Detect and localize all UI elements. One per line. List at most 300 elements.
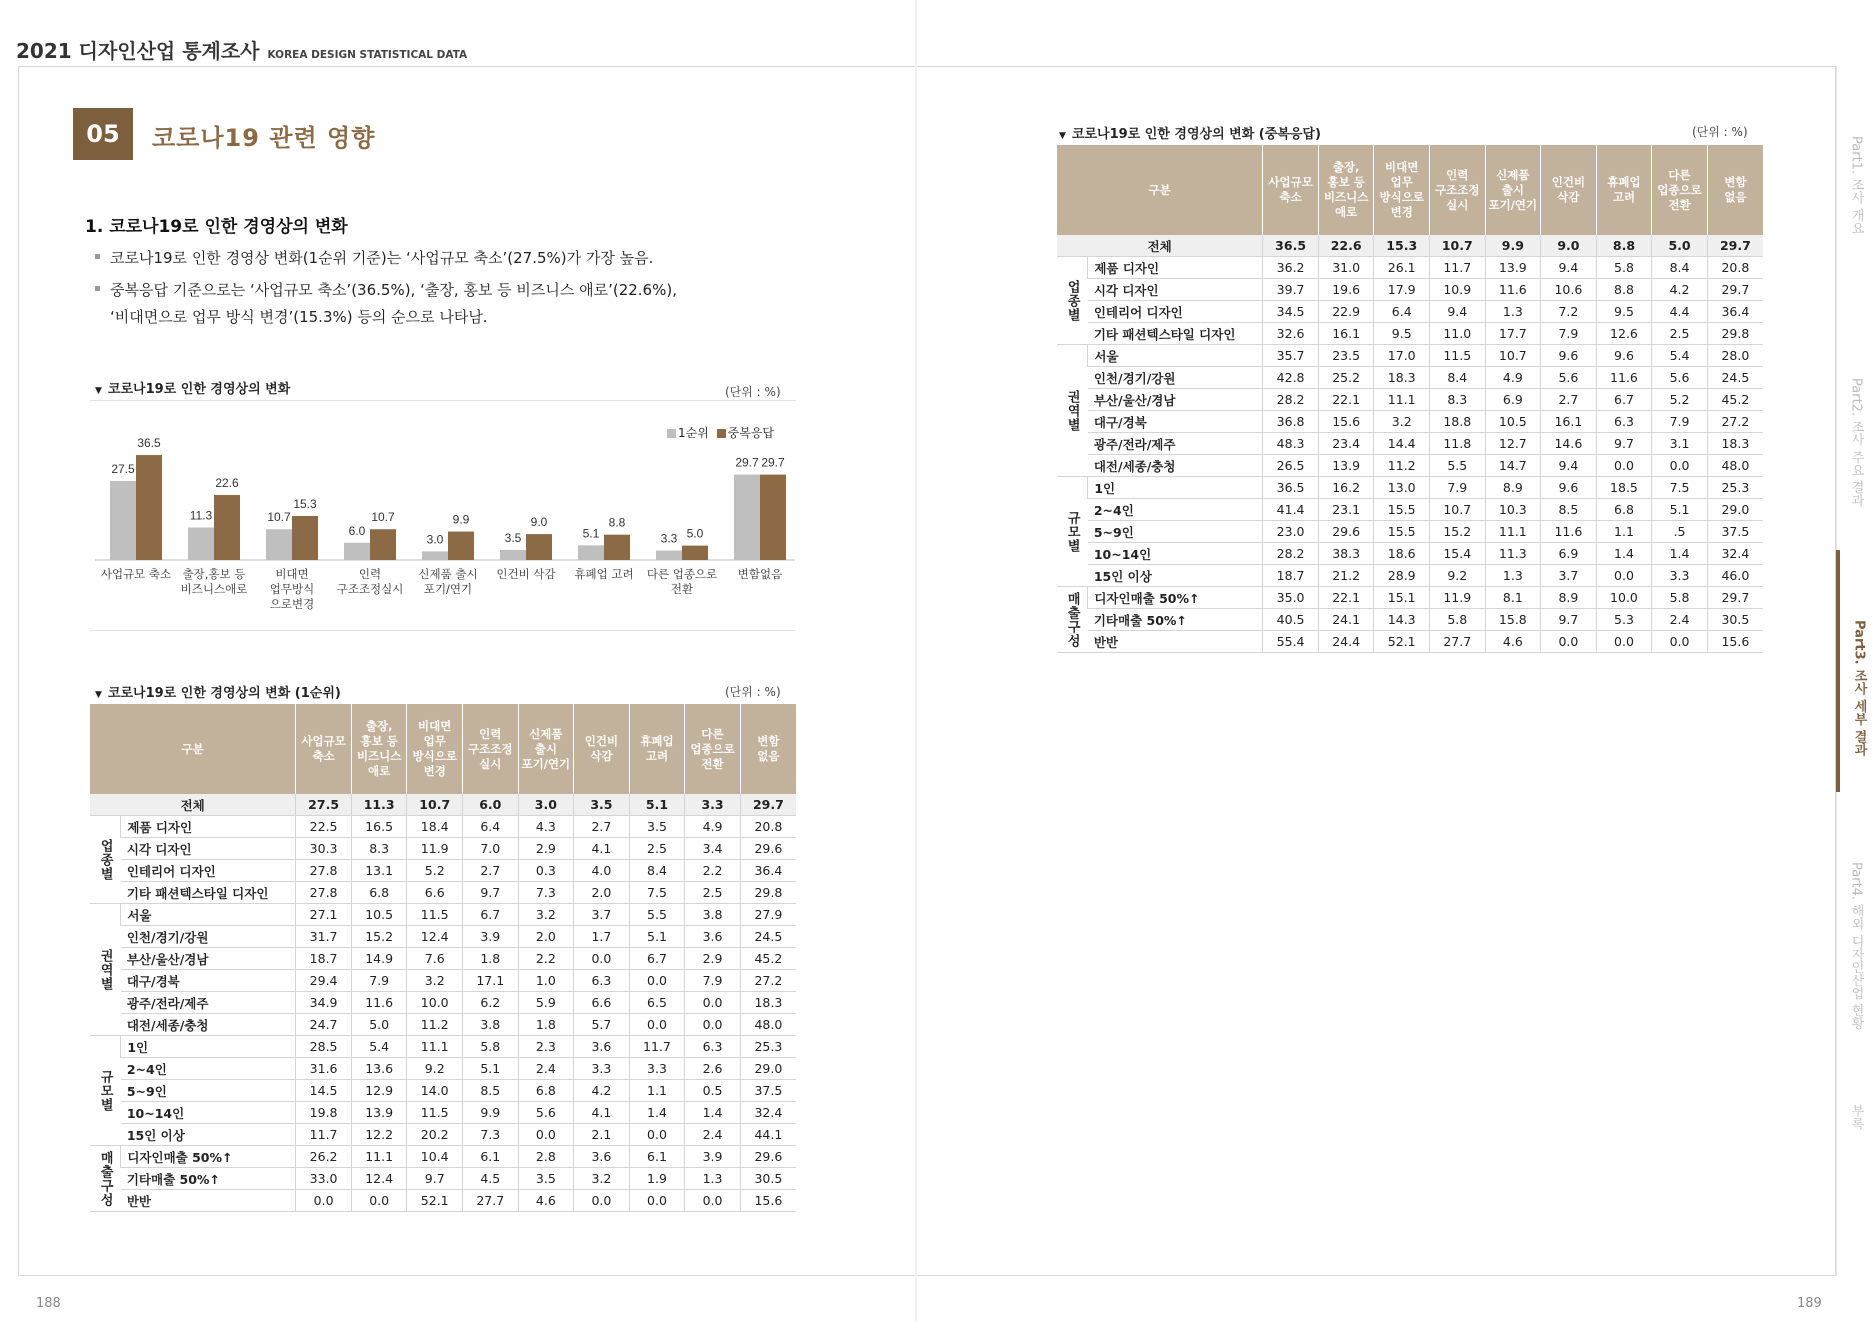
table-cell: 9.7 <box>1596 433 1652 455</box>
row-label: 제품 디자인 <box>1088 257 1263 279</box>
chart-caption <box>95 378 290 397</box>
table-cell: 13.9 <box>1485 257 1541 279</box>
document-title <box>16 35 467 64</box>
table-cell: 5.1 <box>463 1058 519 1080</box>
bar-value-label: 22.6 <box>215 476 239 491</box>
table-cell: 6.4 <box>1374 301 1430 323</box>
table-cell: 31.0 <box>1318 257 1374 279</box>
bar-secondary <box>136 455 162 560</box>
table-cell: 5.3 <box>1596 609 1652 631</box>
table-cell: 11.6 <box>1485 279 1541 301</box>
category-label: 신제품 출시 <box>418 567 478 581</box>
row-label: 광주/전라/제주 <box>121 992 296 1014</box>
table-cell: 1.4 <box>685 1102 741 1124</box>
table-cell: 9.4 <box>1541 455 1597 477</box>
table-header-cell: 사업규모 축소 <box>296 704 352 794</box>
table-cell: 0.0 <box>296 1190 352 1212</box>
bar-primary <box>656 551 682 560</box>
table-cell: 11.2 <box>1374 455 1430 477</box>
table-cell: 5.8 <box>1596 257 1652 279</box>
table-cell: 3.8 <box>463 1014 519 1036</box>
table-cell: 26.5 <box>1263 455 1319 477</box>
table-row <box>1057 301 1763 323</box>
table-cell: 8.8 <box>1596 235 1652 257</box>
row-label: 기타 패션텍스타일 디자인 <box>121 882 296 904</box>
table-cell: 6.5 <box>629 992 685 1014</box>
table-cell: 4.2 <box>574 1080 630 1102</box>
bar-chart <box>95 415 795 615</box>
group-label: 규모별 <box>1057 477 1088 587</box>
table-cell: 15.5 <box>1374 499 1430 521</box>
table-cell: 1.3 <box>1485 301 1541 323</box>
table-cell: 3.3 <box>1652 565 1708 587</box>
table-cell: 8.4 <box>1430 367 1486 389</box>
triangle-down-icon: ▼ <box>1059 131 1066 141</box>
table-cell: 0.0 <box>1596 455 1652 477</box>
table-cell: 11.1 <box>407 1036 463 1058</box>
table-cell: 24.7 <box>296 1014 352 1036</box>
table-row <box>1057 257 1763 279</box>
table-cell: 55.4 <box>1263 631 1319 653</box>
bar-primary <box>110 481 136 560</box>
table-cell: 11.6 <box>351 992 407 1014</box>
table-row <box>1057 455 1763 477</box>
category-label: 업무방식 <box>269 582 315 596</box>
table-cell: 18.6 <box>1374 543 1430 565</box>
table-cell: 40.5 <box>1263 609 1319 631</box>
table-cell: 0.0 <box>685 992 741 1014</box>
table-cell: 9.5 <box>1596 301 1652 323</box>
bar-value-label: 15.3 <box>293 497 317 512</box>
table-cell: 18.3 <box>1707 433 1763 455</box>
subsection-title: 1. 코로나19로 인한 경영상의 변화 <box>85 217 348 237</box>
group-label: 업종별 <box>1057 257 1088 345</box>
table-cell: 2.4 <box>1652 609 1708 631</box>
table-cell: 4.5 <box>463 1168 519 1190</box>
side-tab-bar <box>1834 66 1874 1276</box>
table-cell: 20.2 <box>407 1124 463 1146</box>
table-cell: 28.0 <box>1707 345 1763 367</box>
table-cell: 25.3 <box>1707 477 1763 499</box>
table-cell: 12.7 <box>1485 433 1541 455</box>
table-cell: 42.8 <box>1263 367 1319 389</box>
side-tab-label: Part3. 조사 세부 결과 <box>1851 620 1867 757</box>
table-cell: 36.4 <box>1707 301 1763 323</box>
table-row <box>90 816 796 838</box>
row-label: 전체 <box>1057 235 1263 257</box>
table-cell: 11.8 <box>1430 433 1486 455</box>
table-row <box>90 882 796 904</box>
bar-value-label: 29.7 <box>735 455 759 470</box>
table-cell: 37.5 <box>1707 521 1763 543</box>
table-cell: 15.2 <box>1430 521 1486 543</box>
table-cell: 7.9 <box>1652 411 1708 433</box>
table-cell: 5.2 <box>1652 389 1708 411</box>
section-number-badge: 05 <box>73 108 133 160</box>
table-row <box>1057 389 1763 411</box>
bullet-item-2 <box>95 277 677 304</box>
table-row <box>1057 477 1763 499</box>
row-label: 제품 디자인 <box>121 816 296 838</box>
table-cell: 18.3 <box>740 992 796 1014</box>
table-cell: 9.4 <box>1541 257 1597 279</box>
table-cell: 0.0 <box>518 1124 574 1146</box>
row-label: 서울 <box>1088 345 1263 367</box>
table-cell: 7.9 <box>1430 477 1486 499</box>
table-cell: 2.4 <box>685 1124 741 1146</box>
bar-value-label: 3.3 <box>660 531 678 546</box>
table-cell: 9.7 <box>1541 609 1597 631</box>
table-cell: 18.4 <box>407 816 463 838</box>
row-label: 2~4인 <box>121 1058 296 1080</box>
table-cell: 10.5 <box>1485 411 1541 433</box>
table-cell: 2.1 <box>574 1124 630 1146</box>
table-header-cell: 다른 업종으로 전환 <box>685 704 741 794</box>
bullet-text: 중복응답 기준으로는 ‘사업규모 축소’(36.5%), ‘출장, 홍보 등 비즈니스 애로’(22.6%), <box>110 281 677 299</box>
table-cell: 12.2 <box>351 1124 407 1146</box>
table-cell: 0.0 <box>685 1190 741 1212</box>
category-label: 출장,홍보 등 <box>182 567 246 581</box>
table1-caption-text: 코로나19로 인한 경영상의 변화 (1순위) <box>107 686 341 701</box>
table-cell: 28.9 <box>1374 565 1430 587</box>
table-cell: 11.6 <box>1541 521 1597 543</box>
table-cell: 1.8 <box>463 948 519 970</box>
table-cell: 5.6 <box>1541 367 1597 389</box>
table-cell: 1.8 <box>518 1014 574 1036</box>
table-cell: 15.5 <box>1374 521 1430 543</box>
row-label: 5~9인 <box>121 1080 296 1102</box>
table-cell: 1.1 <box>1596 521 1652 543</box>
table-cell: 10.0 <box>407 992 463 1014</box>
table-cell: 2.6 <box>685 1058 741 1080</box>
table-cell: 5.5 <box>629 904 685 926</box>
table-cell: 3.3 <box>629 1058 685 1080</box>
table1-unit-label: (단위 : %) <box>725 685 781 699</box>
table-cell: 2.8 <box>518 1146 574 1168</box>
table-cell: 10.0 <box>1596 587 1652 609</box>
table-cell: 0.0 <box>629 1014 685 1036</box>
table-cell: 29.0 <box>740 1058 796 1080</box>
table-row <box>90 948 796 970</box>
bar-value-label: 3.0 <box>426 532 444 547</box>
table-row <box>90 970 796 992</box>
table-cell: 1.4 <box>1652 543 1708 565</box>
table2-caption-text: 코로나19로 인한 경영상의 변화 (중복응답) <box>1071 127 1321 142</box>
table-row <box>90 992 796 1014</box>
bar-value-label: 29.7 <box>761 455 785 470</box>
table-cell: 2.7 <box>574 816 630 838</box>
table-cell: 0.0 <box>1596 565 1652 587</box>
row-label: 디자인매출 50%↑ <box>1088 587 1263 609</box>
side-tab-label: Part4. 해외 디자인산업 현황 <box>1848 862 1864 1030</box>
table-cell: 36.4 <box>740 860 796 882</box>
bar-value-label: 9.0 <box>530 515 548 530</box>
table-cell: 1.3 <box>1485 565 1541 587</box>
bullet-square-icon <box>95 254 100 259</box>
bar-value-label: 11.3 <box>189 508 213 523</box>
table-cell: 4.0 <box>574 860 630 882</box>
group-label: 권역별 <box>1057 345 1088 477</box>
chart-caption-text: 코로나19로 인한 경영상의 변화 <box>107 382 291 397</box>
table-cell: 0.0 <box>1541 631 1597 653</box>
table-cell: 29.8 <box>1707 323 1763 345</box>
bar-primary <box>578 545 604 560</box>
table-cell: 6.7 <box>463 904 519 926</box>
table-cell: 22.9 <box>1318 301 1374 323</box>
side-tab-5[interactable] <box>1836 1034 1874 1276</box>
row-label: 2~4인 <box>1088 499 1263 521</box>
table-cell: .5 <box>1652 521 1708 543</box>
table-cell: 9.7 <box>407 1168 463 1190</box>
table-cell: 3.1 <box>1652 433 1708 455</box>
table-total-row <box>1057 235 1763 257</box>
table-cell: 6.3 <box>1596 411 1652 433</box>
table-cell: 14.7 <box>1485 455 1541 477</box>
table-row <box>90 904 796 926</box>
table-cell: 45.2 <box>1707 389 1763 411</box>
table-cell: 29.6 <box>740 838 796 860</box>
table-cell: 24.5 <box>740 926 796 948</box>
table-cell: 6.4 <box>463 816 519 838</box>
table-cell: 3.8 <box>685 904 741 926</box>
table-cell: 0.0 <box>1652 455 1708 477</box>
row-label: 10~14인 <box>1088 543 1263 565</box>
row-label: 인테리어 디자인 <box>121 860 296 882</box>
bar-secondary <box>214 495 240 560</box>
row-label: 5~9인 <box>1088 521 1263 543</box>
table-cell: 5.8 <box>463 1036 519 1058</box>
table-cell: 11.7 <box>296 1124 352 1146</box>
table-cell: 14.0 <box>407 1080 463 1102</box>
side-tab-3[interactable] <box>1836 550 1874 792</box>
bar-primary <box>188 528 214 560</box>
table-cell: 7.9 <box>685 970 741 992</box>
table-cell: 6.6 <box>574 992 630 1014</box>
table-cell: 17.0 <box>1374 345 1430 367</box>
table-cell: 6.2 <box>463 992 519 1014</box>
table-cell: 3.6 <box>685 926 741 948</box>
table-cell: 7.3 <box>463 1124 519 1146</box>
table-cell: 28.5 <box>296 1036 352 1058</box>
bullet-square-icon <box>95 286 100 291</box>
side-tab-1[interactable] <box>1836 66 1874 308</box>
table-cell: 18.5 <box>1596 477 1652 499</box>
bar-value-label: 5.1 <box>582 526 600 541</box>
table-cell: 8.3 <box>1430 389 1486 411</box>
table-cell: 1.3 <box>685 1168 741 1190</box>
row-label: 기타 패션텍스타일 디자인 <box>1088 323 1263 345</box>
document-title-text: 2021 디자인산업 통계조사 <box>16 39 260 63</box>
table-total-row <box>90 794 796 816</box>
page-number-left: 188 <box>36 1296 61 1311</box>
table-cell: 8.4 <box>629 860 685 882</box>
table-cell: 2.7 <box>463 860 519 882</box>
table-cell: 9.6 <box>1541 477 1597 499</box>
side-tab-4[interactable] <box>1836 792 1874 1034</box>
table-cell: 16.1 <box>1541 411 1597 433</box>
table-cell: 3.0 <box>518 794 574 816</box>
table-cell: 4.6 <box>1485 631 1541 653</box>
table-cell: 4.1 <box>574 1102 630 1124</box>
table-cell: 30.3 <box>296 838 352 860</box>
table-cell: 2.2 <box>518 948 574 970</box>
table-cell: 48.0 <box>740 1014 796 1036</box>
table-cell: 52.1 <box>407 1190 463 1212</box>
category-label: 변함없음 <box>737 567 783 581</box>
side-tab-label: 부록 <box>1848 1104 1864 1130</box>
category-label: 포기/연기 <box>423 582 473 596</box>
table-cell: 31.6 <box>296 1058 352 1080</box>
table-cell: 23.0 <box>1263 521 1319 543</box>
table-cell: 3.7 <box>1541 565 1597 587</box>
table-cell: 27.1 <box>296 904 352 926</box>
table-cell: 11.9 <box>1430 587 1486 609</box>
table-cell: 13.9 <box>351 1102 407 1124</box>
table-cell: 36.5 <box>1263 235 1319 257</box>
table-cell: 3.7 <box>574 904 630 926</box>
table-cell: 9.4 <box>1430 301 1486 323</box>
row-label: 인천/경기/강원 <box>1088 367 1263 389</box>
table-cell: 6.1 <box>629 1146 685 1168</box>
table-cell: 8.4 <box>1652 257 1708 279</box>
table-row <box>90 1190 796 1212</box>
chart-unit-label: (단위 : %) <box>725 385 781 399</box>
table-cell: 11.1 <box>351 1146 407 1168</box>
divider <box>90 400 796 401</box>
table-cell: 4.9 <box>685 816 741 838</box>
table2-unit-label: (단위 : %) <box>1692 125 1748 139</box>
table-cell: 4.1 <box>574 838 630 860</box>
table-cell: 10.6 <box>1541 279 1597 301</box>
group-label: 매출구성 <box>1057 587 1088 653</box>
table-cell: 3.5 <box>629 816 685 838</box>
table-cell: 10.4 <box>407 1146 463 1168</box>
table-row <box>90 1124 796 1146</box>
bar-value-label: 27.5 <box>111 461 135 476</box>
table-cell: 11.6 <box>1596 367 1652 389</box>
table-cell: 12.4 <box>407 926 463 948</box>
table-cell: 25.3 <box>740 1036 796 1058</box>
table-cell: 11.1 <box>1485 521 1541 543</box>
table-cell: 7.9 <box>1541 323 1597 345</box>
table-row <box>1057 499 1763 521</box>
row-label: 시각 디자인 <box>121 838 296 860</box>
row-label: 대구/경북 <box>1088 411 1263 433</box>
table-cell: 15.6 <box>1318 411 1374 433</box>
table-header-cell: 출장, 홍보 등 비즈니스 애로 <box>1318 145 1374 235</box>
data-table-multiple-response <box>1057 145 1763 653</box>
row-label: 서울 <box>121 904 296 926</box>
bar-secondary <box>604 535 630 560</box>
row-label: 15인 이상 <box>1088 565 1263 587</box>
table-cell: 14.4 <box>1374 433 1430 455</box>
category-label: 전환 <box>670 582 694 596</box>
table-cell: 3.2 <box>518 904 574 926</box>
page-number-right: 189 <box>1797 1296 1822 1311</box>
table-cell: 10.7 <box>407 794 463 816</box>
table-cell: 6.8 <box>518 1080 574 1102</box>
table-cell: 29.4 <box>296 970 352 992</box>
side-tab-label: Part1. 조사 개요 <box>1848 136 1864 235</box>
table-cell: 27.9 <box>740 904 796 926</box>
bar-primary <box>422 551 448 560</box>
table-cell: 45.2 <box>740 948 796 970</box>
table-cell: 0.0 <box>629 1190 685 1212</box>
row-label: 디자인매출 50%↑ <box>121 1146 296 1168</box>
table-cell: 8.3 <box>351 838 407 860</box>
bullet-item-1 <box>95 245 653 272</box>
table-cell: 22.5 <box>296 816 352 838</box>
table-cell: 17.7 <box>1485 323 1541 345</box>
table-cell: 14.9 <box>351 948 407 970</box>
table-cell: 27.8 <box>296 882 352 904</box>
data-table-first-rank <box>90 704 796 1212</box>
bar-primary <box>344 543 370 560</box>
table-cell: 5.0 <box>351 1014 407 1036</box>
table-cell: 9.6 <box>1541 345 1597 367</box>
table-cell: 8.9 <box>1485 477 1541 499</box>
table-cell: 28.2 <box>1263 543 1319 565</box>
table-cell: 0.0 <box>629 1124 685 1146</box>
table-header-cell: 다른 업종으로 전환 <box>1652 145 1708 235</box>
bar-value-label: 9.9 <box>452 512 470 527</box>
table-cell: 27.7 <box>1430 631 1486 653</box>
table-cell: 4.4 <box>1652 301 1708 323</box>
table-cell: 37.5 <box>740 1080 796 1102</box>
table-cell: 13.1 <box>351 860 407 882</box>
table-header-cell: 변함 없음 <box>1707 145 1763 235</box>
table-row <box>90 860 796 882</box>
table-cell: 36.5 <box>1263 477 1319 499</box>
table-cell: 2.5 <box>685 882 741 904</box>
table-cell: 3.5 <box>574 794 630 816</box>
table-cell: 6.1 <box>463 1146 519 1168</box>
table-row <box>90 1014 796 1036</box>
table-cell: 6.3 <box>574 970 630 992</box>
table-cell: 5.7 <box>574 1014 630 1036</box>
table-cell: 0.0 <box>685 1014 741 1036</box>
table-cell: 5.4 <box>351 1036 407 1058</box>
table-cell: 44.1 <box>740 1124 796 1146</box>
table-cell: 15.2 <box>351 926 407 948</box>
category-label: 인건비 삭감 <box>496 567 556 581</box>
table-cell: 2.9 <box>685 948 741 970</box>
table-cell: 8.9 <box>1541 587 1597 609</box>
row-label: 광주/전라/제주 <box>1088 433 1263 455</box>
table-cell: 5.1 <box>629 926 685 948</box>
table-cell: 3.3 <box>574 1058 630 1080</box>
table-header-cell: 인건비 삭감 <box>1541 145 1597 235</box>
table-row <box>1057 433 1763 455</box>
table-cell: 16.5 <box>351 816 407 838</box>
table-row <box>1057 543 1763 565</box>
table-header-cell: 구분 <box>90 704 296 794</box>
table-cell: 33.0 <box>296 1168 352 1190</box>
row-label: 대전/세종/충청 <box>1088 455 1263 477</box>
table-cell: 0.0 <box>1596 631 1652 653</box>
table-cell: 5.4 <box>1652 345 1708 367</box>
table-cell: 6.8 <box>1596 499 1652 521</box>
table-cell: 31.7 <box>296 926 352 948</box>
row-label: 시각 디자인 <box>1088 279 1263 301</box>
table-cell: 29.7 <box>1707 587 1763 609</box>
side-tab-2[interactable] <box>1836 308 1874 550</box>
table-cell: 24.4 <box>1318 631 1374 653</box>
row-label: 반반 <box>121 1190 296 1212</box>
table-cell: 35.7 <box>1263 345 1319 367</box>
row-label: 전체 <box>90 794 296 816</box>
table-cell: 1.4 <box>1596 543 1652 565</box>
